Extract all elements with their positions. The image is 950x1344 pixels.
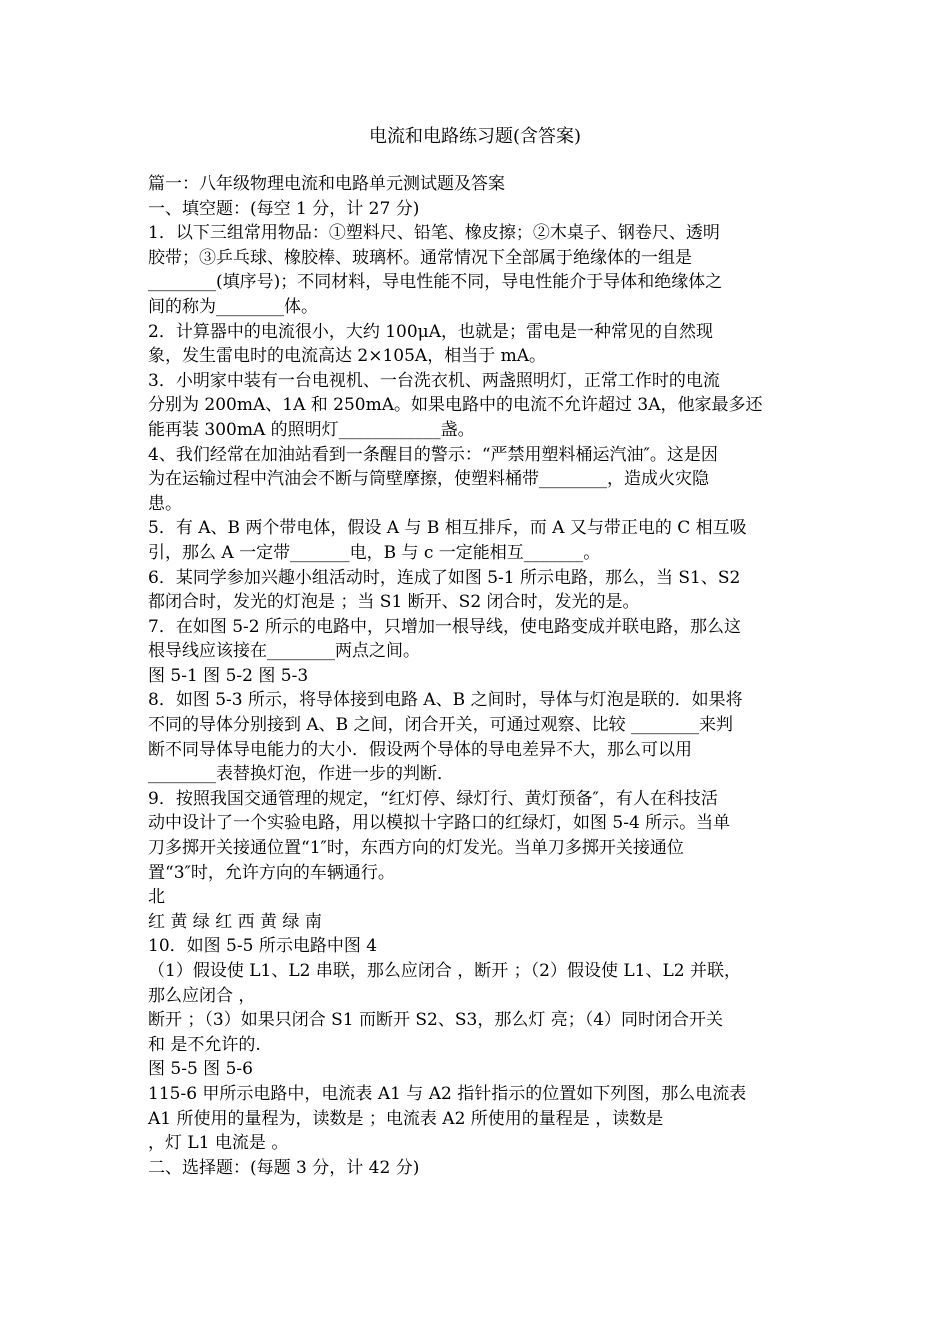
text-line: 10．如图 5-5 所示电路中图 4 [148, 936, 378, 957]
text-line: 根导线应该接在________两点之间。 [148, 641, 420, 662]
text-line: 5．有 A、B 两个带电体，假设 A 与 B 相互排斥，而 A 又与带正电的 C 相互吸 [148, 518, 747, 539]
document-title: 电流和电路练习题(含答案) [368, 126, 582, 147]
text-line: 115-6 甲所示电路中，电流表 A1 与 A2 指针指示的位置如下列图，那么电流表 [148, 1083, 747, 1104]
text-line: 分别为 200mA、1A 和 250mA。如果电路中的电流不允许超过 3A，他家最多还 [148, 395, 763, 416]
text-line: ________(填序号)；不同材料，导电性能不同，导电性能介于导体和绝缘体之 [148, 272, 723, 293]
document-body [148, 172, 808, 1180]
text-line: 象，发生雷电时的电流高达 2×105A，相当于 mA。 [148, 346, 546, 367]
text-line: 6．某同学参加兴趣小组活动时，连成了如图 5-1 所示电路，那么，当 S1、S2 [148, 567, 741, 588]
text-line: 刀多掷开关接通位置“1″时，东西方向的灯发光。当单刀多掷开关接通位 [148, 838, 684, 859]
text-line: 那么应闭合 ， [148, 985, 256, 1006]
text-line: 3．小明家中装有一台电视机、一台洗衣机、两盏照明灯，正常工作时的电流 [148, 370, 720, 391]
text-line: 能再装 300mA 的照明灯____________盏。 [148, 419, 475, 440]
text-line: 置“3″时，允许方向的车辆通行。 [148, 862, 395, 883]
text-line: A1 所使用的量程为，读数是 ；电流表 A2 所使用的量程是 ，读数是 [148, 1108, 664, 1129]
text-line: 断不同导体导电能力的大小．假设两个导体的导电差异不大，那么可以用 [148, 739, 692, 760]
text-line: 患。 [148, 493, 182, 514]
text-line: （1）假设使 L1、L2 串联，那么应闭合 ，断开 ；（2）假设使 L1、L2 并联， [148, 961, 741, 981]
text-line: 一、填空题：(每空 1 分，计 27 分) [148, 198, 420, 219]
text-line: 二、选择题：(每题 3 分，计 42 分) [148, 1157, 420, 1178]
text-line: 动中设计了一个实验电路，用以模拟十字路口的红绿灯，如图 5-4 所示。当单 [148, 813, 731, 834]
text-line: 9．按照我国交通管理的规定，“红灯停、绿灯行、黄灯预备″，有人在科技活 [148, 788, 718, 809]
text-line: 4、我们经常在加油站看到一条醒目的警示：“严禁用塑料桶运汽油″。这是因 [148, 444, 718, 465]
text-line: ________表替换灯泡，作进一步的判断． [148, 764, 454, 785]
text-line: 红 黄 绿 红 西 黄 绿 南 [148, 911, 322, 932]
text-line: 2．计算器中的电流很小，大约 100μA，也就是；雷电是一种常见的自然现 [148, 321, 713, 342]
text-line: 图 5-1 图 5-2 图 5-3 [148, 665, 309, 686]
text-line: 间的称为________体。 [148, 296, 318, 317]
text-line: 和 是不允许的. [148, 1034, 261, 1055]
text-line: 8．如图 5-3 所示，将导体接到电路 A、B 之间时，导体与灯泡是联的．如果将 [148, 690, 743, 711]
text-line: 引，那么 A 一定带_______电，B 与 c 一定能相互_______。 [148, 542, 601, 563]
text-line: 都闭合时，发光的灯泡是 ；当 S1 断开、S2 闭合时，发光的是。 [148, 592, 640, 613]
text-line: 胶带；③乒乓球、橡胶棒、玻璃杯。通常情况下全部属于绝缘体的一组是 [148, 247, 692, 268]
text-line: 图 5-5 图 5-6 [148, 1059, 253, 1080]
text-line: 1．以下三组常用物品：①塑料尺、铅笔、橡皮擦；②木桌子、钢卷尺、透明 [148, 223, 720, 244]
text-line: 断开 ；（3）如果只闭合 S1 而断开 S2、S3，那么灯 亮；（4）同时闭合开关 [148, 1010, 724, 1031]
text-line: 不同的导体分别接到 A、B 之间，闭合开关，可通过观察、比较 ________来判 [148, 715, 733, 736]
text-line: 为在运输过程中汽油会不断与筒壁摩擦，使塑料桶带________，造成火灾隐 [148, 469, 709, 490]
text-line: 北 [148, 887, 165, 908]
text-line: 7．在如图 5-2 所示的电路中，只增加一根导线，使电路变成并联电路，那么这 [148, 616, 741, 637]
text-line: 篇一：八年级物理电流和电路单元测试题及答案 [148, 174, 505, 194]
text-line: ，灯 L1 电流是 。 [148, 1133, 289, 1154]
